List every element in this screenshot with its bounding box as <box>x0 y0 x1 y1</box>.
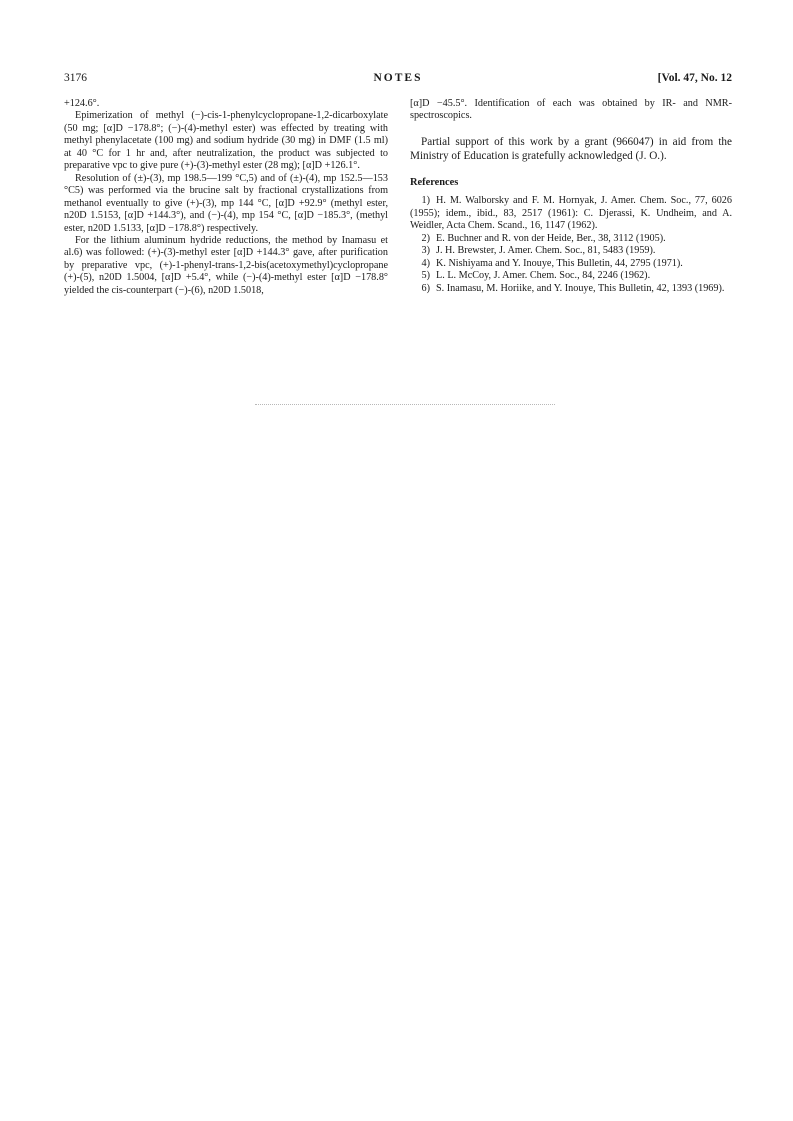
reference-number: 3) <box>421 245 430 257</box>
reference-item <box>410 233 732 245</box>
right-column <box>410 98 732 295</box>
reference-item <box>410 258 732 270</box>
paragraph-resolution: Resolution of (±)-(3), mp 198.5—199 °C,5) and of (±)-(4), mp 152.5—153 °C5) was performed via the brucine salt by fractional crystallizations from methanol eventually to give (+)-(3), mp 144 °C, [α]D +92.9° (methyl ester, n20D 1.5153, [α]D +144.3°), and (−)-(4), mp 154 °C, [α]D −185.3°, (methyl ester, n20D 1.5133, [α]D −178.8°) respectively. <box>64 172 388 234</box>
paragraph-continued-rotation: +124.6°. <box>64 98 100 109</box>
left-column <box>64 98 388 297</box>
reference-number: 2) <box>421 232 430 244</box>
reference-number: 1) <box>421 195 430 207</box>
reference-text: J. H. Brewster, J. Amer. Chem. Soc., 81, 5483 (1959). <box>436 245 656 257</box>
reference-number: 4) <box>421 257 430 269</box>
volume-info: [Vol. 47, No. 12 <box>657 72 732 84</box>
section-divider <box>255 404 555 405</box>
paragraph-epimerization: Epimerization of methyl (−)-cis-1-phenylcyclopropane-1,2-dicarboxylate (50 mg; [α]D −178.8°; (−)-(4)-methyl ester) was effected by treating with methyl phenylacetate (100 mg) and sodium hydride (30 mg) in DMF (1.5 ml) at 40 °C for 1 hr and, after neutralization, the product was subjected to preparative vpc to give pure (+)-(3)-methyl ester (28 mg); [α]D +126.1°. <box>64 110 388 172</box>
paragraph-reductions: For the lithium aluminum hydride reductions, the method by Inamasu et al.6) was followed: (+)-(3)-methyl ester [α]D +144.3° gave, after purification by preparative vpc, (+)-1-phenyl-trans-1,2-bis(acetoxymethyl)cyclopropane (+)-(5), n20D 1.5004, [α]D +5.4°, while (−)-(4)-methyl ester [α]D −178.8° yielded the cis-counterpart (−)-(6), n20D 1.5018, <box>64 234 388 296</box>
reference-text: L. L. McCoy, J. Amer. Chem. Soc., 84, 2246 (1962). <box>436 270 651 282</box>
reference-text: K. Nishiyama and Y. Inouye, This Bulletin, 44, 2795 (1971). <box>436 257 683 269</box>
reference-text: S. Inamasu, M. Horiike, and Y. Inouye, This Bulletin, 42, 1393 (1969). <box>436 282 725 294</box>
reference-item <box>410 195 732 232</box>
acknowledgment: Partial support of this work by a grant (966047) in aid from the Ministry of Education is gratefully acknowledged (J. O.). <box>410 135 732 163</box>
paragraph-identification: [α]D −45.5°. Identification of each was obtained by IR- and NMR- spectroscopics. <box>410 98 732 122</box>
reference-number: 5) <box>421 270 430 282</box>
section-title: NOTES <box>373 72 423 84</box>
reference-item <box>410 245 732 257</box>
reference-item <box>410 283 732 295</box>
reference-text: E. Buchner and R. von der Heide, Ber., 38, 3112 (1905). <box>436 232 666 244</box>
references-heading: References <box>410 176 459 188</box>
running-header <box>64 72 732 88</box>
reference-number: 6) <box>421 282 430 294</box>
reference-text: H. M. Walborsky and F. M. Hornyak, J. Amer. Chem. Soc., 77, 6026 (1955); idem., ibid., 83, 2517 (1961): C. Djerassi, K. Undheim, and A. Weidler, Acta Chem. Scand., 16, 1147 (1962). <box>410 195 732 232</box>
reference-item <box>410 270 732 282</box>
reference-list <box>410 195 732 295</box>
page-number: 3176 <box>64 72 87 84</box>
